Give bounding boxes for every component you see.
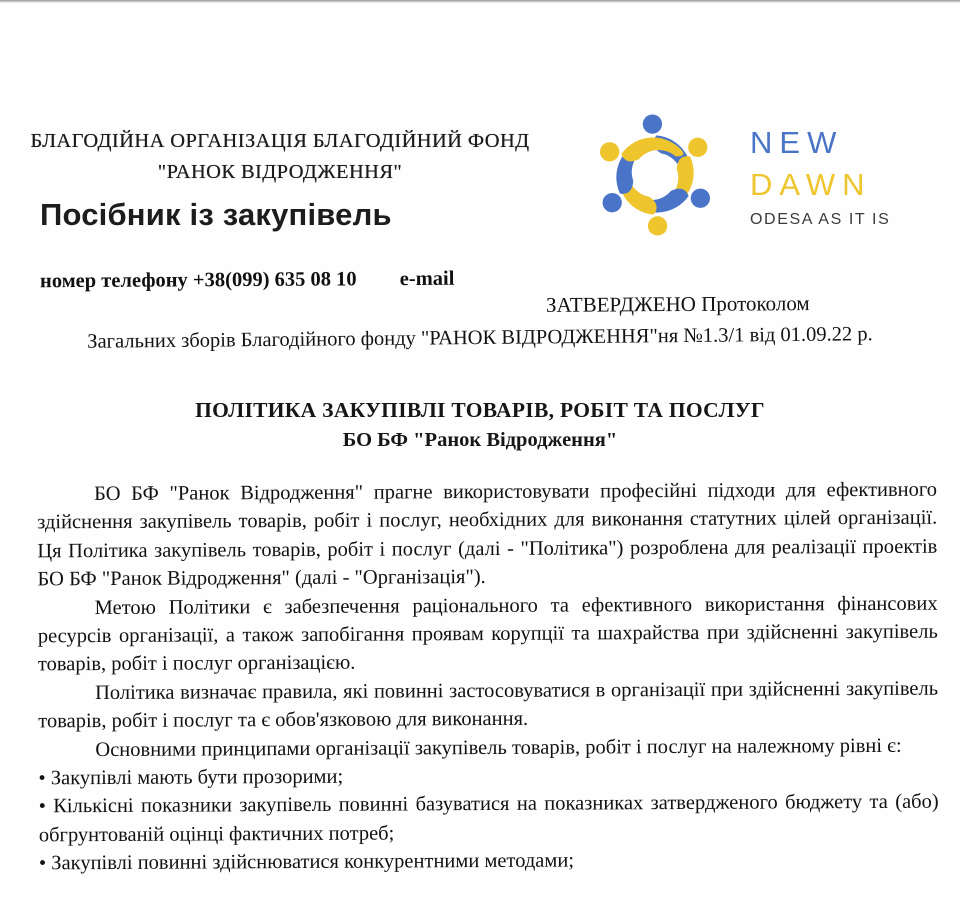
body-paragraph: Метою Політики є забезпечення раціонального та ефективного використання фінансових ресурсів організації, а також запобігання проявам корупції та шахрайства при здійсненні закупівель товарів, робіт і послуг організацією. [37, 592, 938, 676]
bullet-item: • Закупівлі повинні здійснюватися конкурентними методами; [38, 849, 575, 875]
approved-by-line: ЗАТВЕРДЖЕНО Протоколом [545, 291, 810, 317]
document-title [0, 395, 960, 455]
bullet-item: • Закупівлі мають бути прозорими; [38, 765, 344, 790]
logo-wordmark [750, 122, 890, 229]
logo-word-dawn: DAWN [750, 166, 872, 202]
phone-number: номер телефону +38(099) 635 08 10 [39, 268, 357, 293]
logo-tagline: ODESA AS IT IS [750, 210, 891, 228]
org-name-line1: БЛАГОДІЙНА ОРГАНІЗАЦІЯ БЛАГОДІЙНИЙ ФОНД [30, 130, 530, 152]
document-title-line1: ПОЛІТИКА ЗАКУПІВЛІ ТОВАРІВ, РОБІТ ТА ПОСЛУГ [195, 398, 765, 422]
email-label: e-mail [399, 267, 455, 291]
logo-word-new: NEW [750, 124, 844, 160]
new-dawn-logo [580, 100, 890, 250]
contact-line [40, 268, 455, 294]
body-paragraph: БО БФ "Ранок Відродження" прагне використовувати професійні підходи для ефективного здійснення закупівель товарів, робіт і послуг, необхідних для виконання статутних цілей організації. Ця Політика закупівель товарів, робіт і послуг (далі - "Політика") розроблена для реалізації проектів БО БФ "Ранок Відродження" (далі - "Організація"). [37, 478, 938, 591]
bullet-item: • Кількісні показники закупівель повинні базуватися на показниках затвердженого бюджету та (або) обгрунтованій оцінці фактичних потреб; [38, 791, 939, 847]
people-circle-logo-icon [580, 100, 730, 250]
scan-edge-artifact [0, 0, 960, 3]
document-title-line2: БО БФ "Ранок Відродження" [342, 429, 618, 451]
body-paragraph: Політика визначає правила, які повинні застосовуватися в організації при здійсненні закупівель товарів, робіт і послуг та є обов'язковою для виконання. [38, 677, 939, 733]
org-name [22, 126, 538, 188]
org-name-line2: "РАНОК ВІДРОДЖЕННЯ" [157, 161, 403, 183]
handbook-title: Посібник із закупівель [40, 197, 392, 232]
approval-protocol-line: Загальних зборів Благодійного фонду "РАНОК ВІДРОДЖЕННЯ"ня №1.3/1 від 01.09.22 р. [87, 323, 873, 353]
document-body [37, 476, 939, 878]
body-paragraph: Основними принципами організації закупівель товарів, робіт і послуг на належному рівні є: [95, 734, 902, 761]
